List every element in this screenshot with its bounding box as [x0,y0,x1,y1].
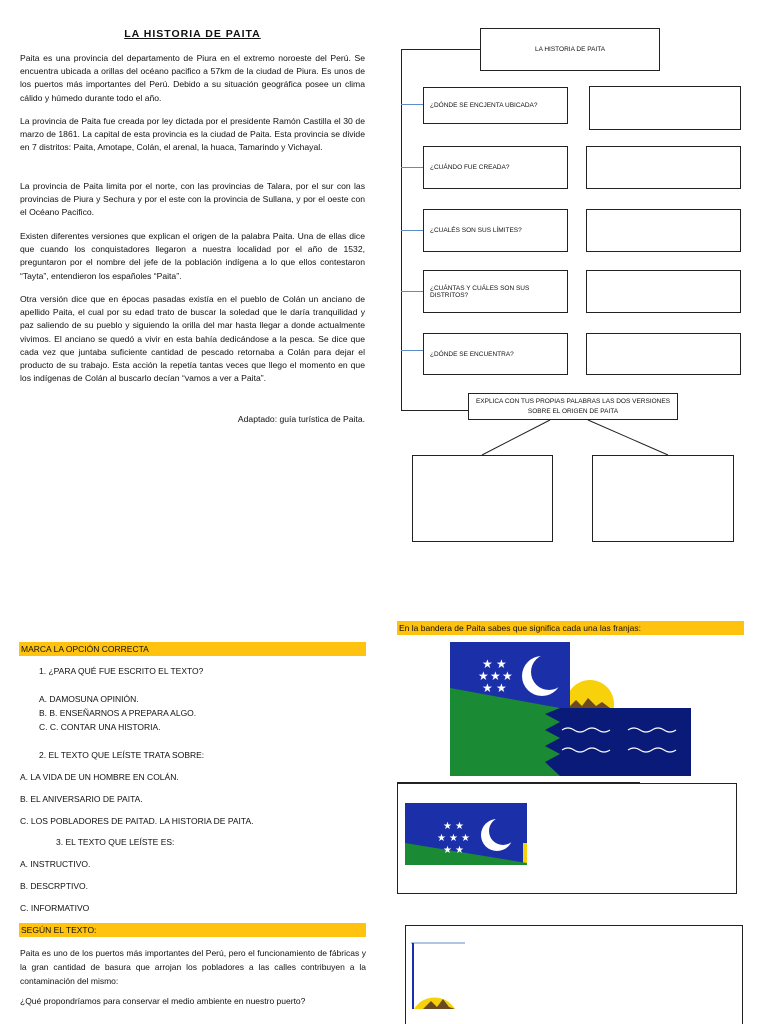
question-label-4: ¿CUÁNTAS Y CUÁLES SON SUS DISTRITOS? [430,284,530,299]
paragraph-2: La provincia de Paita fue creada por ley dictada por el presidente Ramón Castilla el 30 de marzo de 1861. La capital de esta provincia es la ciudad de Paita. Esta provincia se divide en 7 distritos: Paita, Amotape, Colán, el arenal, la huaca, Tamarindo y Vichayal. [20,116,365,153]
answer-box-2[interactable] [586,146,741,189]
q3-option-c[interactable]: C. INFORMATIVO [20,903,90,913]
answer-box-3[interactable] [586,209,741,252]
question-box-5 [423,333,568,375]
answer-box-5[interactable] [586,333,741,375]
quiz-question-3: 3. EL TEXTO QUE LEÍSTE ES: [56,837,175,847]
source-note: Adaptado: guía turística de Paita. [237,414,365,424]
question-label-5: ¿DÓNDE SE ENCUENTRA? [430,350,514,358]
svg-text:★: ★ [443,821,452,832]
answer-box-1[interactable] [589,86,741,130]
connector-q4 [401,291,423,292]
svg-text:★: ★ [482,657,493,671]
paragraph-4: Existen diferentes versiones que explican el origen de la palabra Paita. Una de ellas dice que cuando los conquistadores llegaron a nuestra localidad por el año de 1532, preguntaron por el nombre del jefe de la población indígena a lo que ellos contestaron “Tayta”, entendieron los españoles “Paita”. [20,231,365,281]
question-label-1: ¿DÓNDE SE ENCJENTA UBICADA? [430,102,538,109]
flag-header: En la bandera de Paita sabes que significa cada una las franjas: [397,621,744,635]
svg-text:★: ★ [461,833,470,844]
svg-text:★: ★ [496,681,507,695]
diagram-root-box [480,28,660,71]
q1-option-b[interactable]: B. B. ENSEÑARNOS A PREPARA ALGO. [39,708,197,718]
paragraph-5: Otra versión dice que en épocas pasadas existía en el pueblo de Colán un anciano de apellido Paita, el cual por su edad trato de buscar la soledad que le daría tranquilidad y paz saliendo de su pueblo y siguiendo la orilla del mar hasta llegar a donde actualmente vivimos. El anciano se quedó a vivir en esta bahía dedicándose a la pesca. Se dice que cada vez que juntaba suficiente cantidad de pescado retornaba a Colán para dejar el producto de su trabajo. Esta acción la repetía tantas veces que llego el momento en que los indígenas de Colán al buscarlo decían “vamos a ver a Paita”. [20,294,365,384]
flag-strip-image [405,803,527,865]
question-label-2: ¿CUÁNDO FUE CREADA? [430,164,510,171]
connector-q2 [401,167,423,168]
question-label-3: ¿CUALÉS SON SUS LÍMITES? [430,227,522,234]
connector-q1 [401,104,423,105]
version-1-answer-box[interactable] [412,455,553,542]
connector-root [401,49,480,50]
svg-text:★: ★ [455,821,464,832]
question-box-2 [423,146,568,189]
sun-strip-image [411,941,471,1013]
svg-text:★: ★ [490,669,501,683]
origin-prompt-box [468,393,678,420]
origin-branch-lines [470,418,680,458]
connector-q3 [401,230,423,231]
answer-box-4[interactable] [586,270,741,313]
svg-text:★: ★ [478,669,489,683]
quiz-question-1: 1. ¿PARA QUÉ FUE ESCRITO EL TEXTO? [39,666,204,676]
version-2-answer-box[interactable] [592,455,734,542]
quiz-question-2: 2. EL TEXTO QUE LEÍSTE TRATA SOBRE: [39,750,205,760]
svg-text:★: ★ [482,681,493,695]
paragraph-1: Paita es una provincia del departamento de Piura en el extremo noroeste del Perú. Se encuentra ubicada a orillas del océano pacifico a 57km de la ciudad de Piura. Es unos de los puertos más importantes del Perú. Debido a su situación geográfica posee un clima cálido y húmedo durante todo el año. [20,53,365,103]
question-box-1 [423,87,568,124]
q1-option-a[interactable]: A. DAMOSUNA OPINIÓN. [39,694,139,704]
svg-text:★: ★ [437,833,446,844]
svg-text:★: ★ [455,845,464,856]
paragraph-3: La provincia de Paita limita por el norte, con las provincias de Talara, por el sur con las provincias de Piura y Sechura y por el este con la provincia de Sullana, y por el oeste con el Océano Pacifico. [20,181,365,218]
svg-text:★: ★ [443,845,452,856]
question-box-3 [423,209,568,252]
question-box-4 [423,270,568,313]
q2-option-b[interactable]: B. EL ANIVERSARIO DE PAITA. [20,794,143,804]
q3-option-a[interactable]: A. INSTRUCTIVO. [20,859,91,869]
reading-title: LA HISTORIA DE PAITA [124,28,261,40]
segun-header: SEGÚN EL TEXTO: [19,923,366,937]
connector-q5 [401,350,423,351]
connector-bottom [401,410,468,411]
paita-flag-image [450,642,691,776]
svg-text:★: ★ [449,833,458,844]
q3-option-b[interactable]: B. DESCRPTIVO. [20,881,89,891]
diagram-root-label: LA HISTORIA DE PAITA [534,46,606,53]
svg-text:★: ★ [496,657,507,671]
svg-text:★: ★ [502,669,513,683]
origin-prompt-line2: SOBRE EL ORIGEN DE PAITA [527,408,619,415]
quiz-header: MARCA LA OPCIÓN CORRECTA [19,642,366,656]
segun-question: ¿Qué propondríamos para conservar el medio ambiente en nuestro puerto? [20,996,306,1006]
origin-prompt-line1: EXPLICA CON TUS PROPIAS PALABRAS LAS DOS VERSIONES [475,398,671,405]
q1-option-c[interactable]: C. C. CONTAR UNA HISTORIA. [39,722,161,732]
segun-text: Paita es uno de los puertos más importantes del Perú, pero el funcionamiento de fábricas y la gran cantidad de basura que arrojan los pobladores a las calles contribuyen a la contaminación del mismo: [20,948,366,986]
q2-option-a[interactable]: A. LA VIDA DE UN HOMBRE EN COLÁN. [20,772,179,782]
q2-option-c[interactable]: C. LOS POBLADORES DE PAITAD. LA HISTORIA DE PAITA. [20,816,254,826]
